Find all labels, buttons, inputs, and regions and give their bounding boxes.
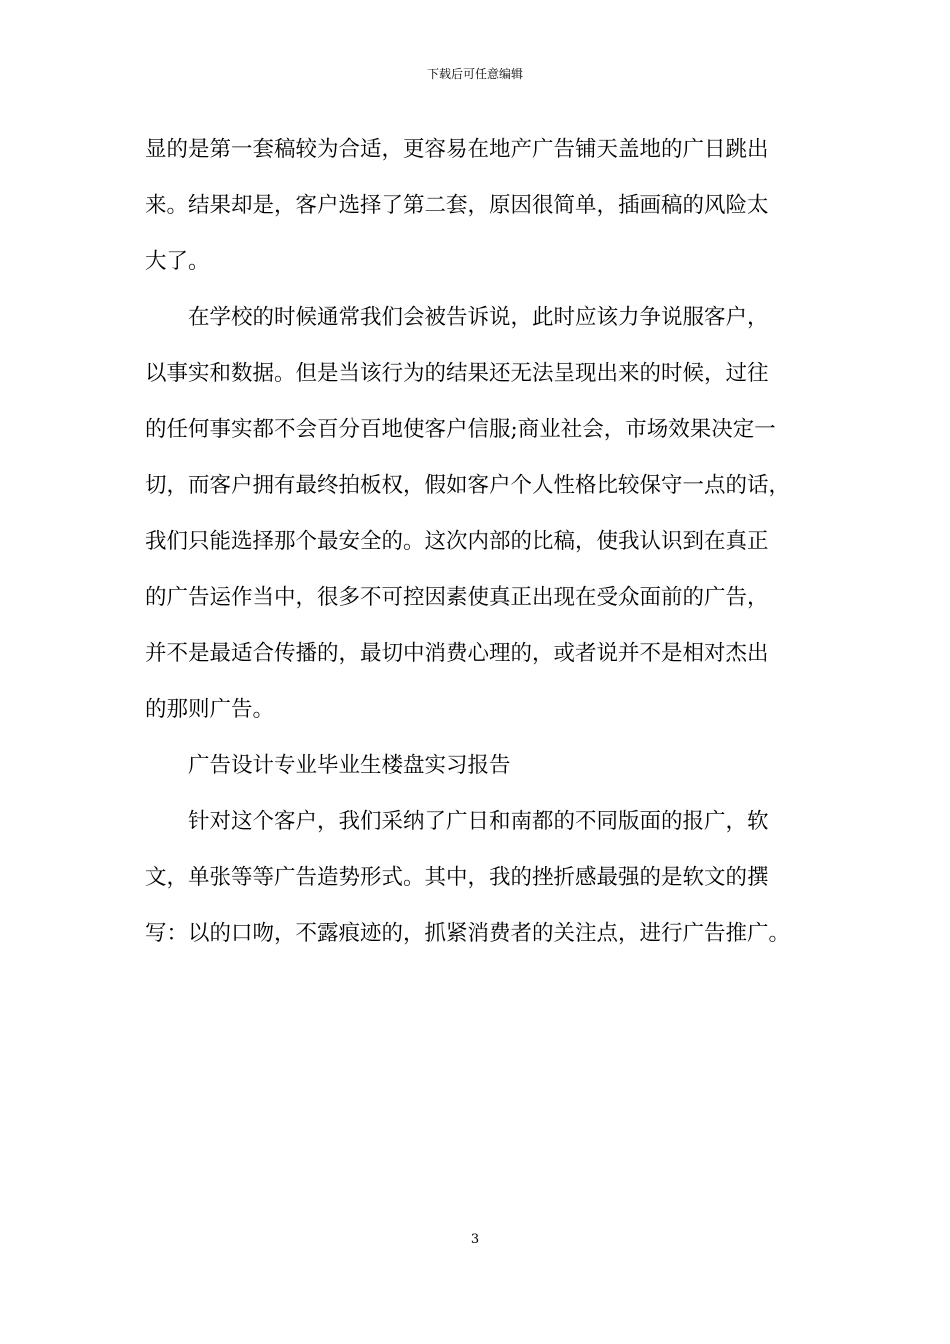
text-line: 的广告运作当中，很多不可控因素使真正出现在受众面前的广告，	[145, 585, 769, 610]
text-line: 的任何事实都不会百分百地使客户信服;商业社会，市场效果决定一	[145, 417, 776, 442]
page-number: 3	[470, 1232, 480, 1247]
paragraph-start-line: 针对这个客户，我们采纳了广日和南都的不同版面的报广，软	[188, 809, 769, 834]
text-line: 来。结果却是，客户选择了第二套，原因很简单，插画稿的风险太	[145, 193, 769, 218]
page-header: 下载后可任意编辑	[426, 67, 523, 81]
text-line: 文，单张等等广告造势形式。其中，我的挫折感最强的是软文的撰	[145, 865, 769, 890]
text-line: 大了。	[145, 249, 210, 274]
text-line: 并不是最适合传播的，最切中消费心理的，或者说并不是相对杰出	[145, 641, 769, 666]
text-line: 以事实和数据。但是当该行为的结果还无法呈现出来的时候，过往	[145, 361, 769, 386]
text-line: 切，而客户拥有最终拍板权，假如客户个人性格比较保守一点的话，	[145, 473, 791, 498]
paragraph-start-line: 在学校的时候通常我们会被告诉说，此时应该力争说服客户，	[188, 305, 769, 330]
section-heading: 广告设计专业毕业生楼盘实习报告	[188, 753, 511, 778]
document-body	[145, 128, 809, 968]
text-line: 显的是第一套稿较为合适，更容易在地产广告铺天盖地的广日跳出	[145, 137, 769, 162]
text-line: 我们只能选择那个最安全的。这次内部的比稿，使我认识到在真正	[145, 529, 769, 554]
text-line: 写：以的口吻，不露痕迹的，抓紧消费者的关注点，进行广告推广。	[145, 921, 791, 946]
text-line: 的那则广告。	[145, 697, 275, 722]
